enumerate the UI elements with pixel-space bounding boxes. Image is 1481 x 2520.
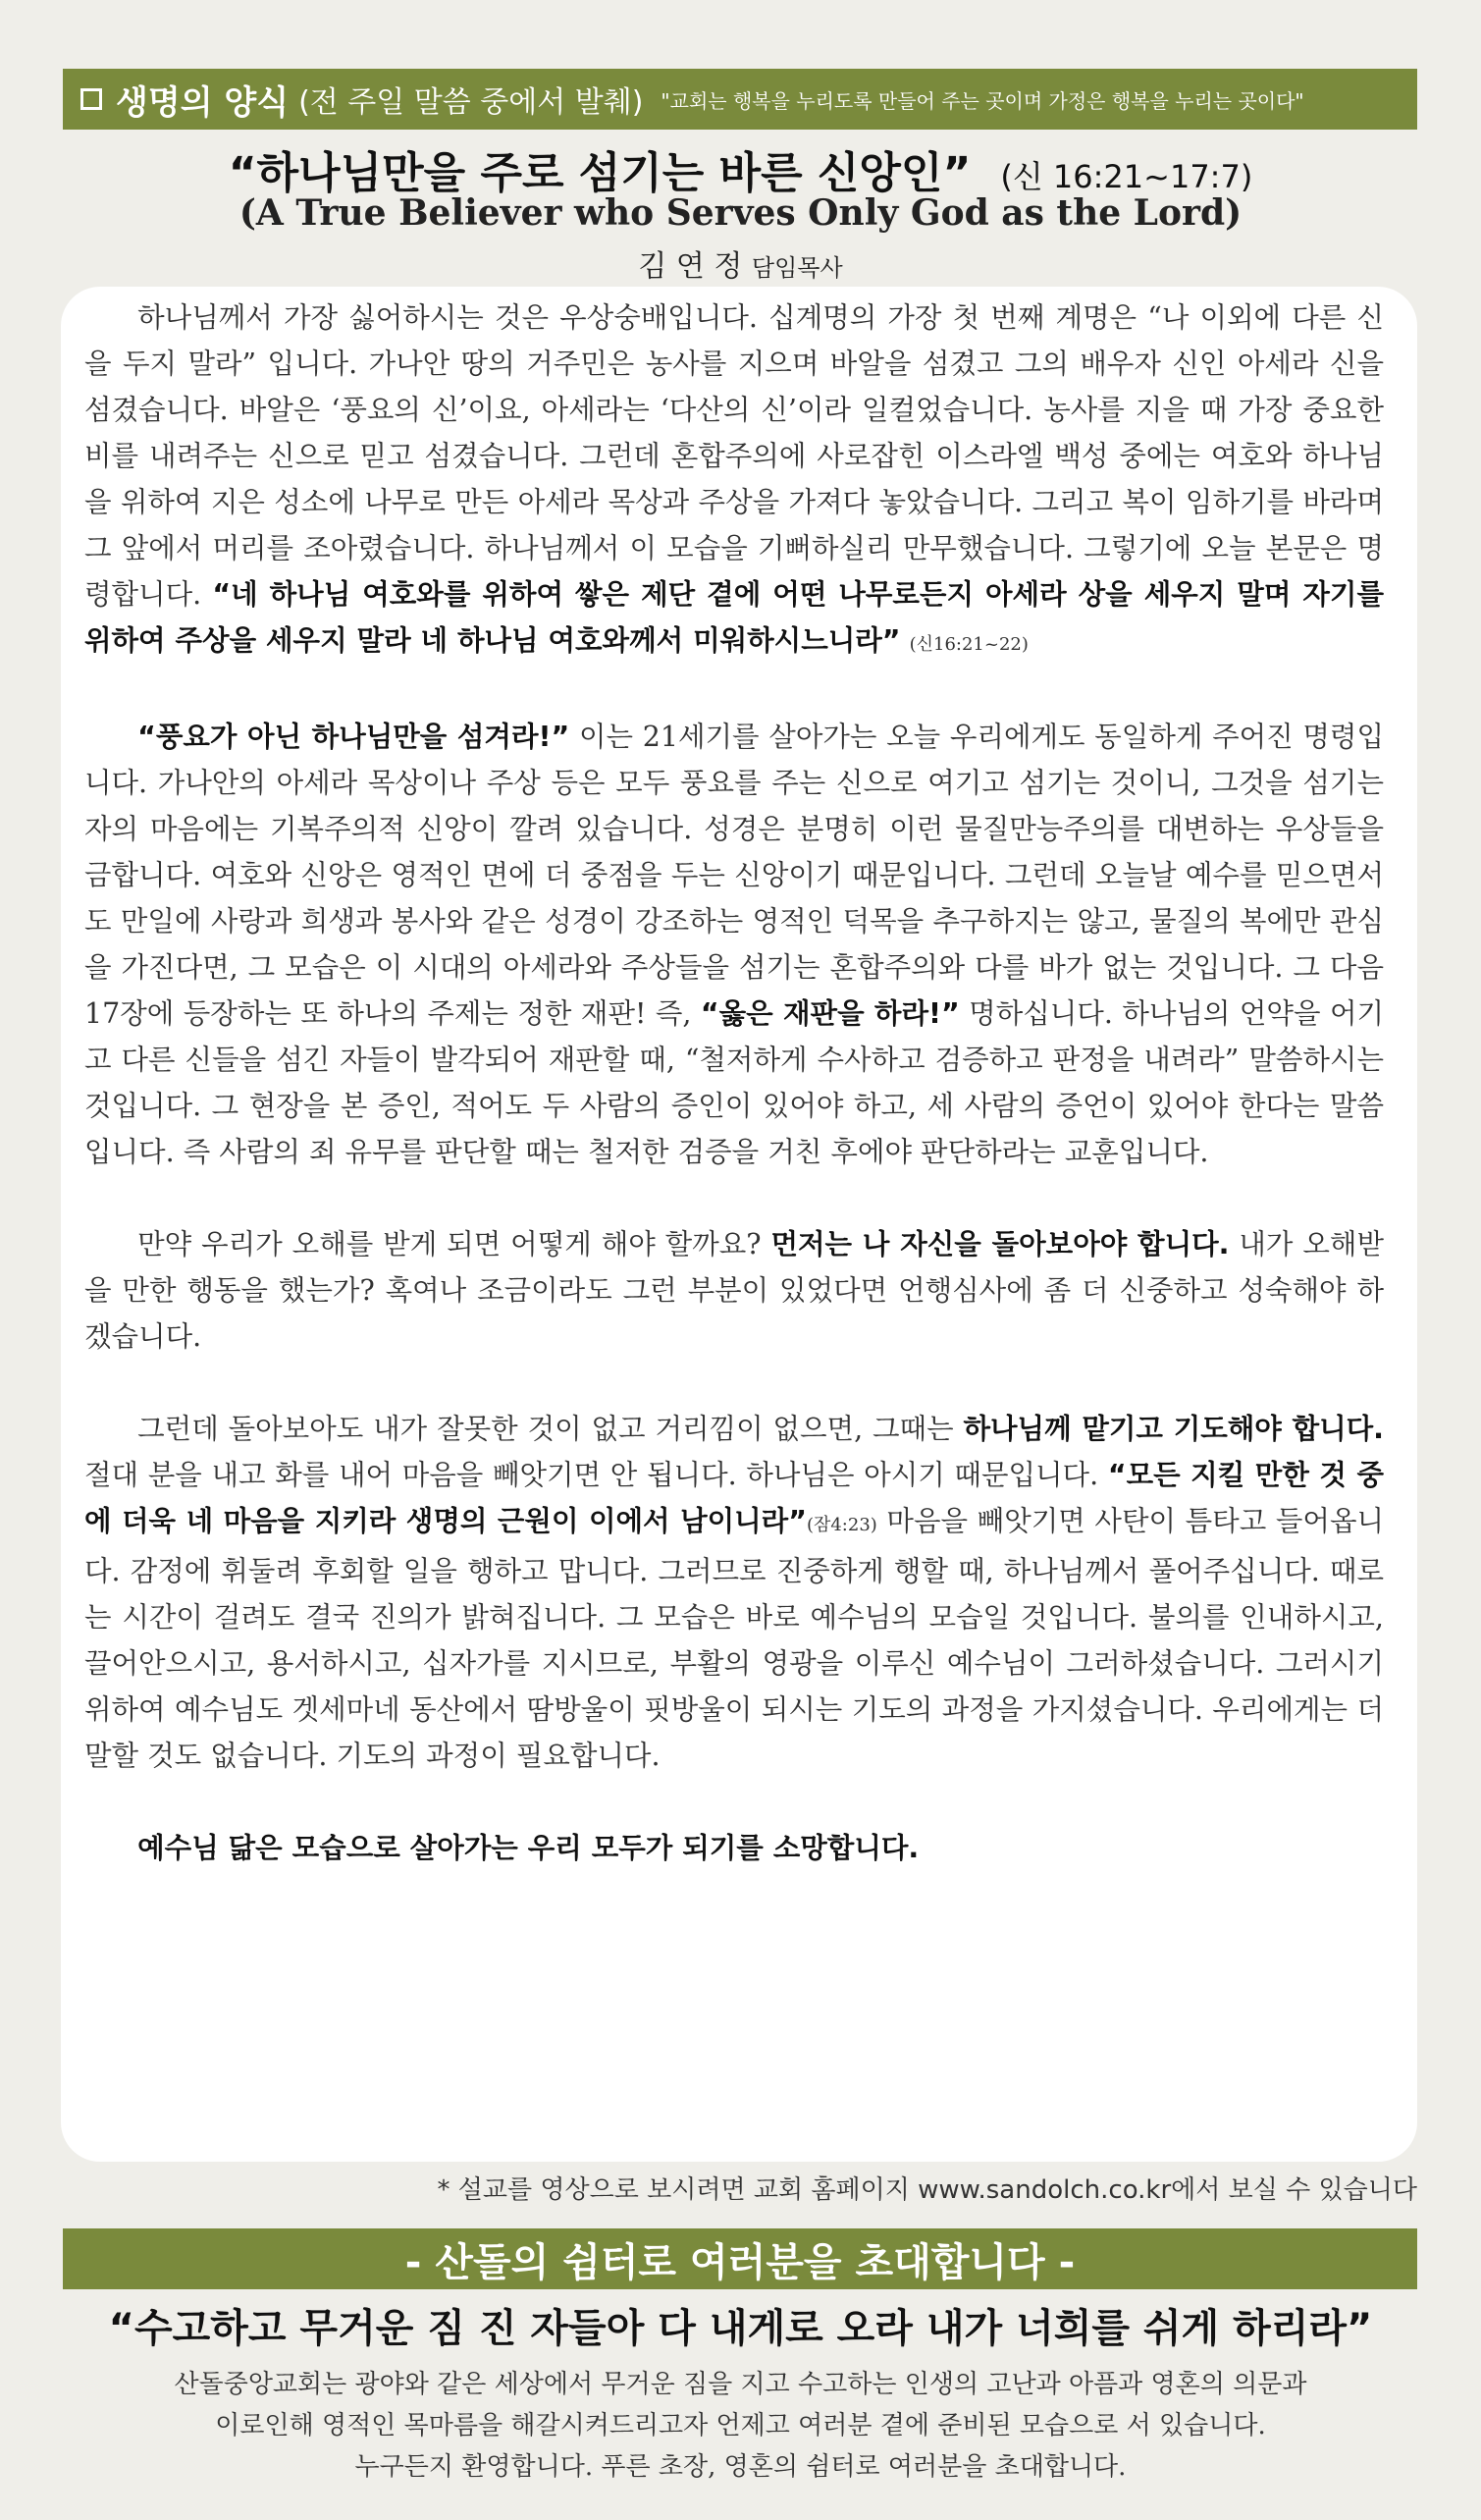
invite-line: 누구든지 환영합니다. 푸른 초장, 영혼의 쉼터로 여러분을 초대합니다. xyxy=(354,2452,1127,2482)
invite-quote: “수고하고 무거운 짐 진 자들아 다 내게로 오라 내가 너희를 쉬게 하리라” xyxy=(108,2306,1373,2351)
paragraph-text: 명하십니다. 하나님의 언약을 어기고 다른 신들을 섬긴 자들이 발각되어 재판할 때, “철저하게 수사하고 검증하고 판정을 내려라” 말씀하시는 것입니다. 그 현장을 본 증인, 적어도 두 사람의 증인이 있어야 하고, 세 사람의 증언이 있어야 한다는 말씀입니다. 즉 사람의 죄 유무를 판단할 때는 철저한 검증을 거친 후에야 판단하라는 교훈입니다. xyxy=(84,997,1384,1168)
preacher-role: 담임목사 xyxy=(751,254,843,282)
citation: (잠4:23) xyxy=(806,1515,877,1535)
paragraph-text: 만약 우리가 오해를 받게 되면 어떻게 해야 할까요? xyxy=(137,1228,771,1260)
video-footnote: * 설교를 영상으로 보시려면 교회 홈페이지 www.sandolch.co.kr에서 보실 수 있습니다 xyxy=(437,2175,1417,2205)
bold-quote: “모든 지킬 만한 것 중에 더욱 네 마음을 지키라 생명의 근원이 이에서 남이니라” xyxy=(84,1459,1385,1537)
sermon-title xyxy=(0,137,1481,200)
invite-line: 이로인해 영적인 목마름을 해갈시켜드리고자 언제고 여러분 곁에 준비된 모습으로 서 있습니다. xyxy=(215,2411,1266,2440)
paragraph-1 xyxy=(84,295,1384,668)
paragraph-text: 절대 분을 내고 화를 내어 마음을 빼앗기면 안 됩니다. 하나님은 아시기 때문입니다. xyxy=(84,1459,1108,1491)
paragraph-text: 하나님께서 가장 싫어하시는 것은 우상숭배입니다. 십계명의 가장 첫 번째 계명은 “나 이외에 다른 신을 두지 말라” 입니다. 가나안 땅의 거주민은 농사를 지으며 바알을 섬겼고 그의 배우자 신인 아세라 신을 섬겼습니다. 바알은 ‘풍요의 신’이요, 아세라는 ‘다산의 신’이라 일컬었습니다. 농사를 지을 때 가장 중요한 비를 내려주는 신으로 믿고 섬겼습니다. 그런데 혼합주의에 사로잡힌 이스라엘 백성 중에는 여호와 하나님을 위하여 지은 성소에 나무로 만든 아세라 목상과 주상을 가져다 놓았습니다. 그리고 복이 임하기를 바라며 그 앞에서 머리를 조아렸습니다. 하나님께서 이 모습을 기뻐하실리 만무했습니다. 그렇기에 오늘 본문은 명령합니다. xyxy=(84,301,1384,611)
invite-message xyxy=(0,2364,1481,2488)
preacher-name: 김 연 정 xyxy=(638,249,743,284)
section-banner xyxy=(63,69,1417,130)
preacher-line xyxy=(0,241,1481,285)
bold-quote: “옳은 재판을 하라!” xyxy=(700,997,960,1030)
paragraph-4 xyxy=(84,1406,1384,1779)
bold-emphasis: 하나님께 맡기고 기도해야 합니다. xyxy=(963,1413,1385,1445)
paragraph-2 xyxy=(84,714,1384,1175)
scripture-reference: (신 16:21~17:7) xyxy=(1000,158,1253,195)
paragraph-text: 그런데 돌아보아도 내가 잘못한 것이 없고 거리낌이 없으면, 그때는 xyxy=(137,1413,964,1445)
bold-quote: “풍요가 아닌 하나님만을 섬겨라!” xyxy=(137,721,570,753)
citation: (신16:21~22) xyxy=(909,634,1029,655)
sermon-title-english: (A True Believer who Serves Only God as the Lord) xyxy=(238,192,1243,234)
paragraph-text: 마음을 빼앗기면 사탄이 틈타고 들어옵니다. 감정에 휘둘려 후회할 일을 행하고 맙니다. 그러므로 진중하게 행할 때, 하나님께서 풀어주십니다. 때로는 시간이 걸려도 결국 진의가 밝혀집니다. 그 모습은 바로 예수님의 모습일 것입니다. 불의를 인내하시고, 끌어안으시고, 용서하시고, 십자가를 지시므로, 부활의 영광을 이루신 예수님이 그러하셨습니다. 그러시기 위하여 예수님도 겟세마네 동산에서 땀방울이 핏방울이 되시는 기도의 과정을 가지셨습니다. 우리에게는 더 말할 것도 없습니다. 기도의 과정이 필요합니다. xyxy=(84,1505,1385,1772)
invite-banner: - 산돌의 쉼터로 여러분을 초대합니다 - xyxy=(63,2228,1417,2289)
section-title: 생명의 양식 xyxy=(116,82,290,123)
bold-emphasis: 먼저는 나 자신을 돌아보아야 합니다. xyxy=(770,1228,1230,1260)
paragraph-3 xyxy=(84,1221,1384,1360)
checkbox-square-icon xyxy=(80,88,102,110)
bold-quote: “네 하나님 여호와를 위하여 쌓은 제단 곁에 어떤 나무로든지 아세라 상을 세우지 말며 자기를 위하여 주상을 세우지 말라 네 하나님 여호와께서 미워하시느니라” xyxy=(84,578,1384,657)
paragraph-text: 내가 오해받을 만한 행동을 했는가? 혹여나 조금이라도 그런 부분이 있었다면 언행심사에 좀 더 신중하고 성숙해야 하겠습니다. xyxy=(84,1228,1384,1353)
church-motto: "교회는 행복을 누리도록 만들어 주는 곳이며 가정은 행복을 누리는 곳이다" xyxy=(661,88,1304,113)
sermon-title-korean: “하나님만을 주로 섬기는 바른 신앙인” xyxy=(228,148,972,198)
closing-prayer: 예수님 닮은 모습으로 살아가는 우리 모두가 되기를 소망합니다. xyxy=(137,1832,920,1864)
section-subtitle: (전 주일 말씀 중에서 발췌) xyxy=(298,85,644,120)
invite-line: 산돌중앙교회는 광야와 같은 세상에서 무거운 짐을 지고 수고하는 인생의 고난과 아픔과 영혼의 의문과 xyxy=(174,2370,1307,2399)
paragraph-text: 이는 21세기를 살아가는 오늘 우리에게도 동일하게 주어진 명령입니다. 가나안의 아세라 목상이나 주상 등은 모두 풍요를 주는 신으로 여기고 섬기는 것이니, 그것을 섬기는 자의 마음에는 기복주의적 신앙이 깔려 있습니다. 성경은 분명히 이런 물질만능주의를 대변하는 우상들을 금합니다. 여호와 신앙은 영적인 면에 더 중점을 두는 신앙이기 때문입니다. 그런데 오늘날 예수를 믿으면서도 만일에 사랑과 희생과 봉사와 같은 성경이 강조하는 영적인 덕목을 추구하지는 않고, 물질의 복에만 관심을 가진다면, 그 모습은 이 시대의 아세라와 주상들을 섬기는 혼합주의와 다를 바가 없는 것입니다. 그 다음 17장에 등장하는 또 하나의 주제는 정한 재판! 즉, xyxy=(84,721,1384,1030)
paragraph-5 xyxy=(84,1825,1384,1871)
sermon-body xyxy=(84,295,1384,1871)
